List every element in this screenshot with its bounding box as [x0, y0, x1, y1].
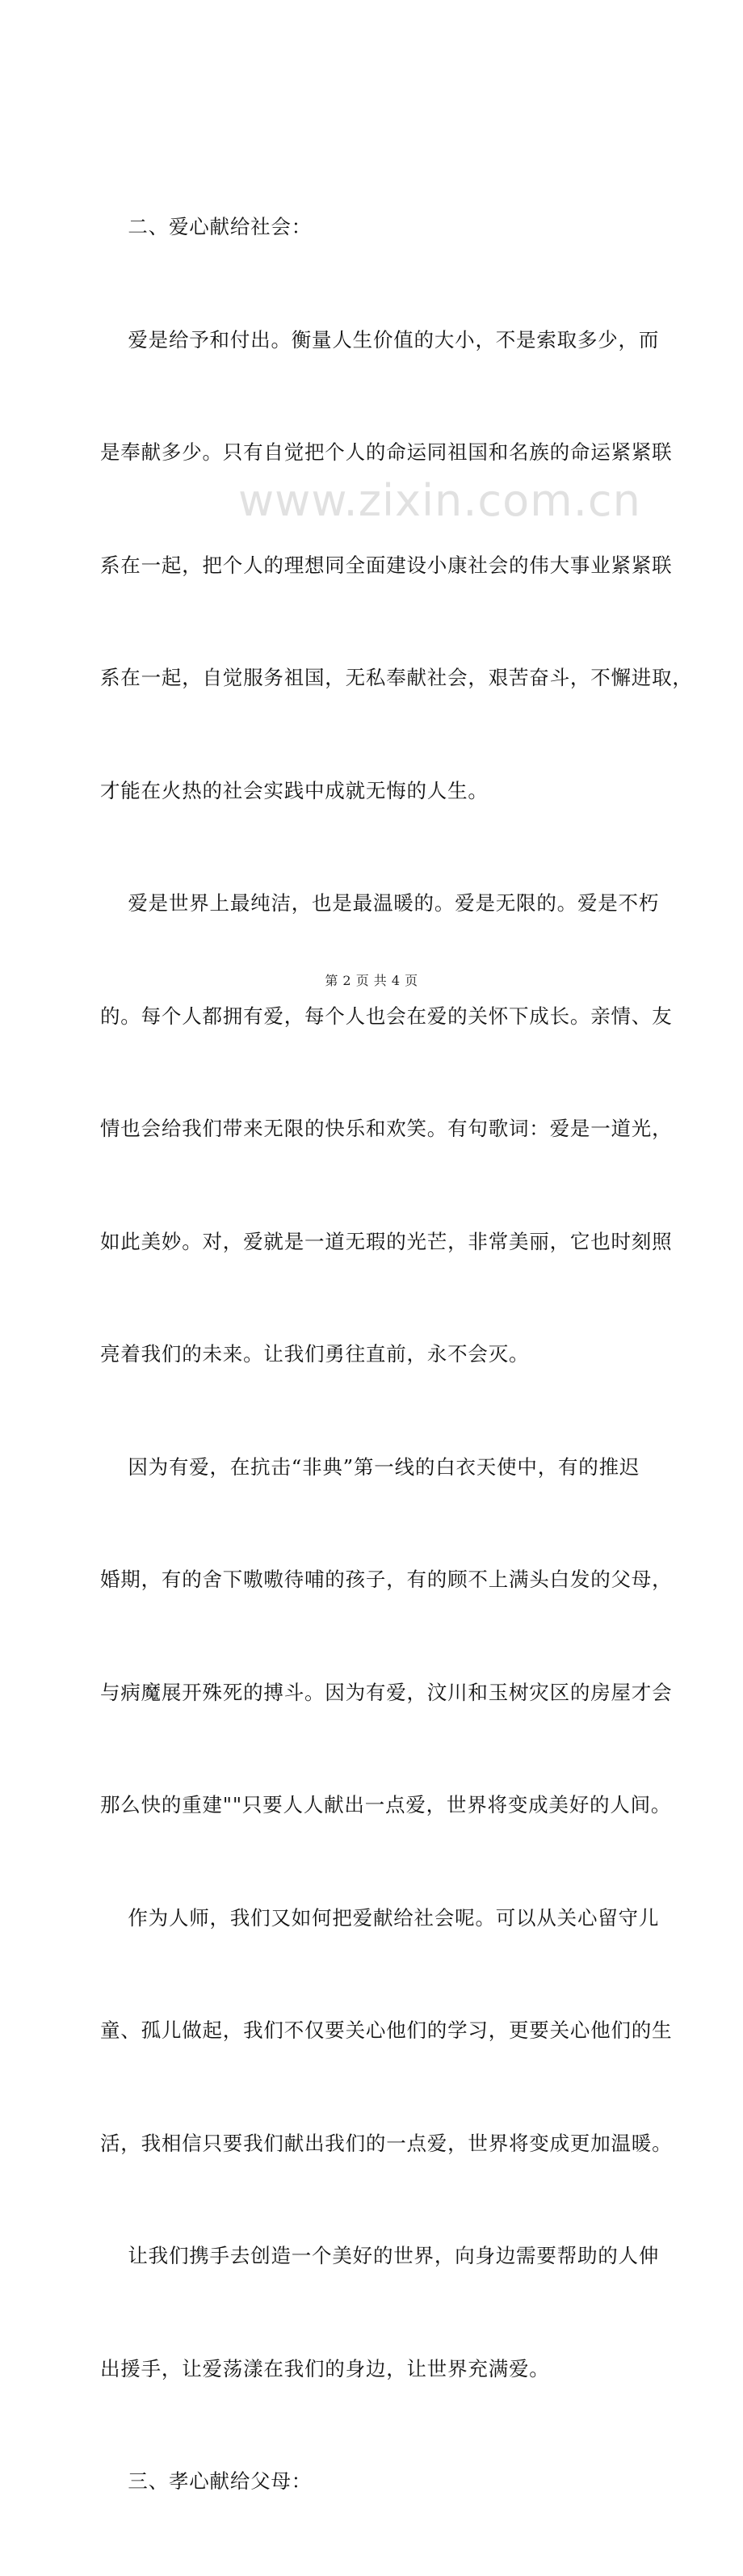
text-line: 三、孝心献给父母：	[100, 2469, 313, 2493]
text-line: 童、孤儿做起，我们不仅要关心他们的学习，更要关心他们的生	[100, 2018, 673, 2042]
text-line: 活，我相信只要我们献出我们的一点爱，世界将变成更加温暖。	[100, 2131, 673, 2155]
text-line: 与病魔展开殊死的搏斗。因为有爱，汶川和玉树灾区的房屋才会	[100, 1680, 673, 1704]
text-line: 二、爱心献给社会：	[100, 215, 313, 238]
text-line: 那么快的重建""只要人人献出一点爱，世界将变成美好的人间。	[100, 1793, 672, 1816]
text-line: 的。每个人都拥有爱，每个人也会在爱的关怀下成长。亲情、友	[100, 1004, 673, 1028]
text-line: 因为有爱，在抗击“非典”第一线的白衣天使中，有的推迟	[100, 1454, 640, 1479]
text-line: 爱是给予和付出。衡量人生价值的大小，不是索取多少，而	[100, 327, 660, 351]
text-line: 情也会给我们带来无限的快乐和欢笑。有句歌词：爱是一道光，	[100, 1117, 673, 1140]
page-footer: 第 2 页 共 4 页	[325, 973, 418, 988]
text-line: 婚期，有的舍下嗷嗷待哺的孩子，有的顾不上满头白发的父母，	[100, 1568, 673, 1591]
text-line: 作为人师，我们又如何把爱献给社会呢。可以从关心留守儿	[100, 1905, 660, 1930]
text-line: 亮着我们的未来。让我们勇往直前，永不会灭。	[100, 1342, 530, 1366]
text-line: 才能在火热的社会实践中成就无悔的人生。	[100, 778, 489, 802]
text-line: 如此美妙。对，爱就是一道无瑕的光芒，非常美丽，它也时刻照	[100, 1229, 673, 1253]
text-line: 系在一起，自觉服务祖国，无私奉献社会，艰苦奋斗，不懈进取，	[100, 666, 693, 689]
text-line: 出援手，让爱荡漾在我们的身边，让世界充满爱。	[100, 2356, 550, 2380]
text-line: 让我们携手去创造一个美好的世界，向身边需要帮助的人伸	[100, 2244, 660, 2267]
text-line: 爱是世界上最纯洁，也是最温暖的。爱是无限的。爱是不朽	[100, 891, 660, 915]
text-line: 系在一起，把个人的理想同全面建设小康社会的伟大事业紧紧联	[100, 553, 673, 577]
text-line: 是奉献多少。只有自觉把个人的命运同祖国和名族的命运紧紧联	[100, 440, 673, 464]
watermark: www.zixin.com.cn	[238, 475, 641, 526]
